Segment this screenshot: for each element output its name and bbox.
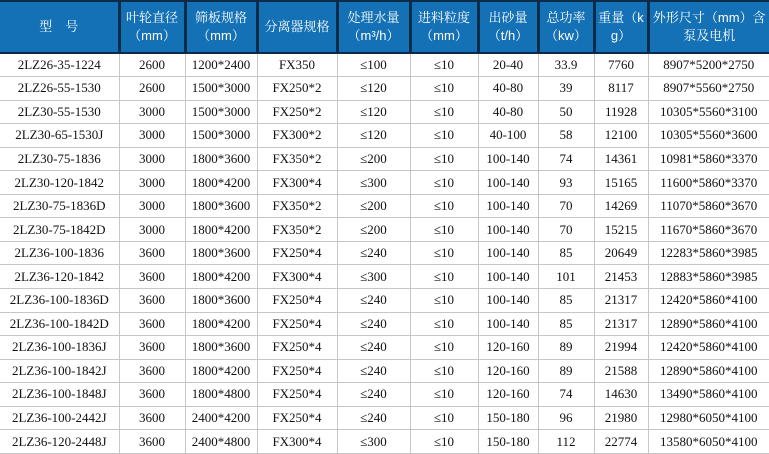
table-cell: 3600	[119, 336, 185, 360]
table-cell: ≤10	[410, 147, 478, 171]
column-header: 出砂量（t/h）	[478, 1, 538, 53]
column-header: 总功率（kw）	[538, 1, 594, 53]
table-cell: 21588	[594, 359, 648, 383]
table-cell: 85	[538, 241, 594, 265]
table-cell: 40-100	[478, 124, 538, 148]
table-cell: 21994	[594, 336, 648, 360]
table-cell: ≤10	[410, 312, 478, 336]
table-cell: 1800*4200	[185, 359, 257, 383]
table-cell: 3000	[119, 218, 185, 242]
model-cell: 2LZ30-75-1842D	[0, 218, 119, 242]
table-cell: 8907*5200*2750	[648, 53, 769, 77]
table-cell: ≤10	[410, 124, 478, 148]
table-cell: 13490*5860*4100	[648, 383, 769, 407]
table-cell: 85	[538, 288, 594, 312]
table-cell: FX350*2	[257, 218, 337, 242]
table-cell: ≤100	[337, 53, 410, 77]
table-cell: 1500*3000	[185, 77, 257, 101]
table-row	[0, 218, 769, 242]
table-cell: 3600	[119, 383, 185, 407]
table-cell: ≤300	[337, 265, 410, 289]
table-cell: FX300*4	[257, 171, 337, 195]
table-cell: 120-160	[478, 383, 538, 407]
table-cell: FX350*2	[257, 147, 337, 171]
table-row	[0, 241, 769, 265]
table-cell: ≤200	[337, 194, 410, 218]
table-cell: 11670*5860*3670	[648, 218, 769, 242]
table-cell: 1800*3600	[185, 194, 257, 218]
table-header	[0, 1, 769, 53]
table-cell: 14269	[594, 194, 648, 218]
table-cell: 40-80	[478, 100, 538, 124]
model-cell: 2LZ36-100-2442J	[0, 406, 119, 430]
table-cell: 12980*6050*4100	[648, 406, 769, 430]
table-cell: ≤10	[410, 265, 478, 289]
table-cell: 3600	[119, 241, 185, 265]
table-cell: 70	[538, 218, 594, 242]
table-row	[0, 359, 769, 383]
model-cell: 2LZ36-120-2448J	[0, 430, 119, 454]
table-row	[0, 194, 769, 218]
table-cell: 3600	[119, 312, 185, 336]
table-cell: 70	[538, 194, 594, 218]
table-cell: 3600	[119, 359, 185, 383]
table-cell: 1800*3600	[185, 288, 257, 312]
table-cell: 11070*5860*3670	[648, 194, 769, 218]
table-cell: 21453	[594, 265, 648, 289]
table-cell: 1800*4800	[185, 383, 257, 407]
table-cell: 89	[538, 336, 594, 360]
header-row	[0, 1, 769, 53]
table-cell: 1800*4200	[185, 218, 257, 242]
table-cell: ≤10	[410, 241, 478, 265]
model-cell: 2LZ26-55-1530	[0, 77, 119, 101]
table-cell: 1500*3000	[185, 100, 257, 124]
table-cell: ≤10	[410, 336, 478, 360]
table-cell: FX250*4	[257, 359, 337, 383]
table-cell: 22774	[594, 430, 648, 454]
table-cell: ≤10	[410, 100, 478, 124]
table-cell: 150-180	[478, 430, 538, 454]
model-cell: 2LZ30-55-1530	[0, 100, 119, 124]
table-cell: 3600	[119, 288, 185, 312]
table-cell: FX250*4	[257, 383, 337, 407]
table-cell: 11928	[594, 100, 648, 124]
model-cell: 2LZ30-75-1836	[0, 147, 119, 171]
column-header: 型 号	[0, 1, 119, 53]
table-cell: 15165	[594, 171, 648, 195]
column-header: 进料粒度（mm）	[410, 1, 478, 53]
table-cell: ≤200	[337, 147, 410, 171]
model-cell: 2LZ30-75-1836D	[0, 194, 119, 218]
table-cell: 74	[538, 147, 594, 171]
table-row	[0, 171, 769, 195]
table-cell: ≤10	[410, 218, 478, 242]
model-cell: 2LZ36-100-1836J	[0, 336, 119, 360]
table-cell: ≤240	[337, 359, 410, 383]
table-cell: 1800*4200	[185, 265, 257, 289]
table-row	[0, 336, 769, 360]
column-header: 叶轮直径（mm）	[119, 1, 185, 53]
table-cell: 1800*4200	[185, 312, 257, 336]
table-row	[0, 124, 769, 148]
table-cell: 8117	[594, 77, 648, 101]
table-cell: 3000	[119, 147, 185, 171]
table-cell: 50	[538, 100, 594, 124]
table-cell: FX250*2	[257, 77, 337, 101]
table-cell: 100-140	[478, 171, 538, 195]
table-cell: 12420*5860*4100	[648, 336, 769, 360]
table-row	[0, 77, 769, 101]
table-cell: 12420*5860*4100	[648, 288, 769, 312]
table-cell: 7760	[594, 53, 648, 77]
table-cell: 100-140	[478, 265, 538, 289]
table-cell: ≤240	[337, 312, 410, 336]
column-header: 筛板规格（mm）	[185, 1, 257, 53]
table-cell: 3600	[119, 406, 185, 430]
table-row	[0, 406, 769, 430]
table-row	[0, 100, 769, 124]
table-cell: ≤10	[410, 430, 478, 454]
table-cell: ≤240	[337, 383, 410, 407]
table-body	[0, 53, 769, 454]
table-cell: ≤240	[337, 241, 410, 265]
column-header: 重量（kg）	[594, 1, 648, 53]
table-cell: 3000	[119, 171, 185, 195]
table-cell: FX300*2	[257, 124, 337, 148]
table-cell: 13580*6050*4100	[648, 430, 769, 454]
table-row	[0, 147, 769, 171]
table-cell: 150-180	[478, 406, 538, 430]
model-cell: 2LZ36-100-1848J	[0, 383, 119, 407]
table-cell: ≤240	[337, 406, 410, 430]
table-row	[0, 383, 769, 407]
column-header: 处理水量（m³/h）	[337, 1, 410, 53]
table-cell: 33.9	[538, 53, 594, 77]
table-cell: ≤120	[337, 124, 410, 148]
table-cell: 100-140	[478, 194, 538, 218]
table-cell: 21980	[594, 406, 648, 430]
table-cell: 15215	[594, 218, 648, 242]
table-cell: 10305*5560*3100	[648, 100, 769, 124]
table-cell: 10981*5860*3370	[648, 147, 769, 171]
table-cell: 2600	[119, 53, 185, 77]
table-cell: 100-140	[478, 147, 538, 171]
table-cell: 120-160	[478, 336, 538, 360]
table-cell: 93	[538, 171, 594, 195]
table-cell: ≤10	[410, 383, 478, 407]
table-cell: 74	[538, 383, 594, 407]
table-cell: FX250*2	[257, 100, 337, 124]
table-row	[0, 430, 769, 454]
model-cell: 2LZ36-100-1842J	[0, 359, 119, 383]
column-header: 外形尺寸（mm）含泵及电机	[648, 1, 769, 53]
model-cell: 2LZ30-120-1842	[0, 171, 119, 195]
table-row	[0, 53, 769, 77]
table-cell: 2400*4200	[185, 406, 257, 430]
table-cell: 21317	[594, 288, 648, 312]
table-cell: 120-160	[478, 359, 538, 383]
table-cell: 3600	[119, 430, 185, 454]
table-cell: ≤10	[410, 288, 478, 312]
table-cell: 3600	[119, 265, 185, 289]
column-header: 分离器规格	[257, 1, 337, 53]
model-cell: 2LZ26-35-1224	[0, 53, 119, 77]
table-cell: FX300*4	[257, 265, 337, 289]
table-cell: 89	[538, 359, 594, 383]
table-cell: 3000	[119, 100, 185, 124]
table-cell: 14630	[594, 383, 648, 407]
table-cell: 12883*5860*3985	[648, 265, 769, 289]
table-cell: 1800*3600	[185, 147, 257, 171]
table-cell: 1500*3000	[185, 124, 257, 148]
table-cell: 40-80	[478, 77, 538, 101]
table-cell: 96	[538, 406, 594, 430]
table-cell: 20-40	[478, 53, 538, 77]
table-cell: ≤10	[410, 77, 478, 101]
table-row	[0, 312, 769, 336]
table-cell: 85	[538, 312, 594, 336]
table-cell: 8907*5560*2750	[648, 77, 769, 101]
table-cell: FX250*4	[257, 312, 337, 336]
table-cell: 39	[538, 77, 594, 101]
table-cell: ≤300	[337, 430, 410, 454]
table-cell: 1800*3600	[185, 336, 257, 360]
table-row	[0, 288, 769, 312]
table-cell: 100-140	[478, 218, 538, 242]
table-cell: 100-140	[478, 288, 538, 312]
table-cell: ≤10	[410, 171, 478, 195]
table-cell: FX350*2	[257, 194, 337, 218]
model-cell: 2LZ36-120-1842	[0, 265, 119, 289]
table-cell: 100-140	[478, 312, 538, 336]
table-cell: 2600	[119, 77, 185, 101]
table-cell: 3000	[119, 194, 185, 218]
table-cell: 1800*3600	[185, 241, 257, 265]
table-cell: ≤200	[337, 218, 410, 242]
table-cell: FX250*4	[257, 336, 337, 360]
table-cell: 10305*5560*3600	[648, 124, 769, 148]
table-cell: 20649	[594, 241, 648, 265]
table-cell: 1800*4200	[185, 171, 257, 195]
model-cell: 2LZ30-65-1530J	[0, 124, 119, 148]
model-cell: 2LZ36-100-1836	[0, 241, 119, 265]
table-cell: FX350	[257, 53, 337, 77]
table-cell: 101	[538, 265, 594, 289]
table-cell: 1200*2400	[185, 53, 257, 77]
table-cell: FX250*4	[257, 288, 337, 312]
table-cell: 14361	[594, 147, 648, 171]
model-cell: 2LZ36-100-1842D	[0, 312, 119, 336]
table-cell: ≤240	[337, 336, 410, 360]
table-cell: 112	[538, 430, 594, 454]
table-cell: ≤10	[410, 53, 478, 77]
table-cell: 100-140	[478, 241, 538, 265]
table-cell: ≤120	[337, 77, 410, 101]
table-cell: ≤10	[410, 359, 478, 383]
table-cell: ≤300	[337, 171, 410, 195]
table-cell: 58	[538, 124, 594, 148]
table-cell: 12890*5860*4100	[648, 312, 769, 336]
table-cell: 2400*4800	[185, 430, 257, 454]
table-cell: 12283*5860*3985	[648, 241, 769, 265]
table-cell: 3000	[119, 124, 185, 148]
table-cell: ≤10	[410, 406, 478, 430]
table-row	[0, 265, 769, 289]
table-cell: ≤120	[337, 100, 410, 124]
table-cell: FX250*4	[257, 406, 337, 430]
table-cell: 12100	[594, 124, 648, 148]
table-cell: 21317	[594, 312, 648, 336]
model-cell: 2LZ36-100-1836D	[0, 288, 119, 312]
table-cell: ≤240	[337, 288, 410, 312]
table-cell: 11600*5860*3370	[648, 171, 769, 195]
table-cell: ≤10	[410, 194, 478, 218]
table-cell: 12890*5860*4100	[648, 359, 769, 383]
table-cell: FX250*4	[257, 241, 337, 265]
table-cell: FX300*4	[257, 430, 337, 454]
